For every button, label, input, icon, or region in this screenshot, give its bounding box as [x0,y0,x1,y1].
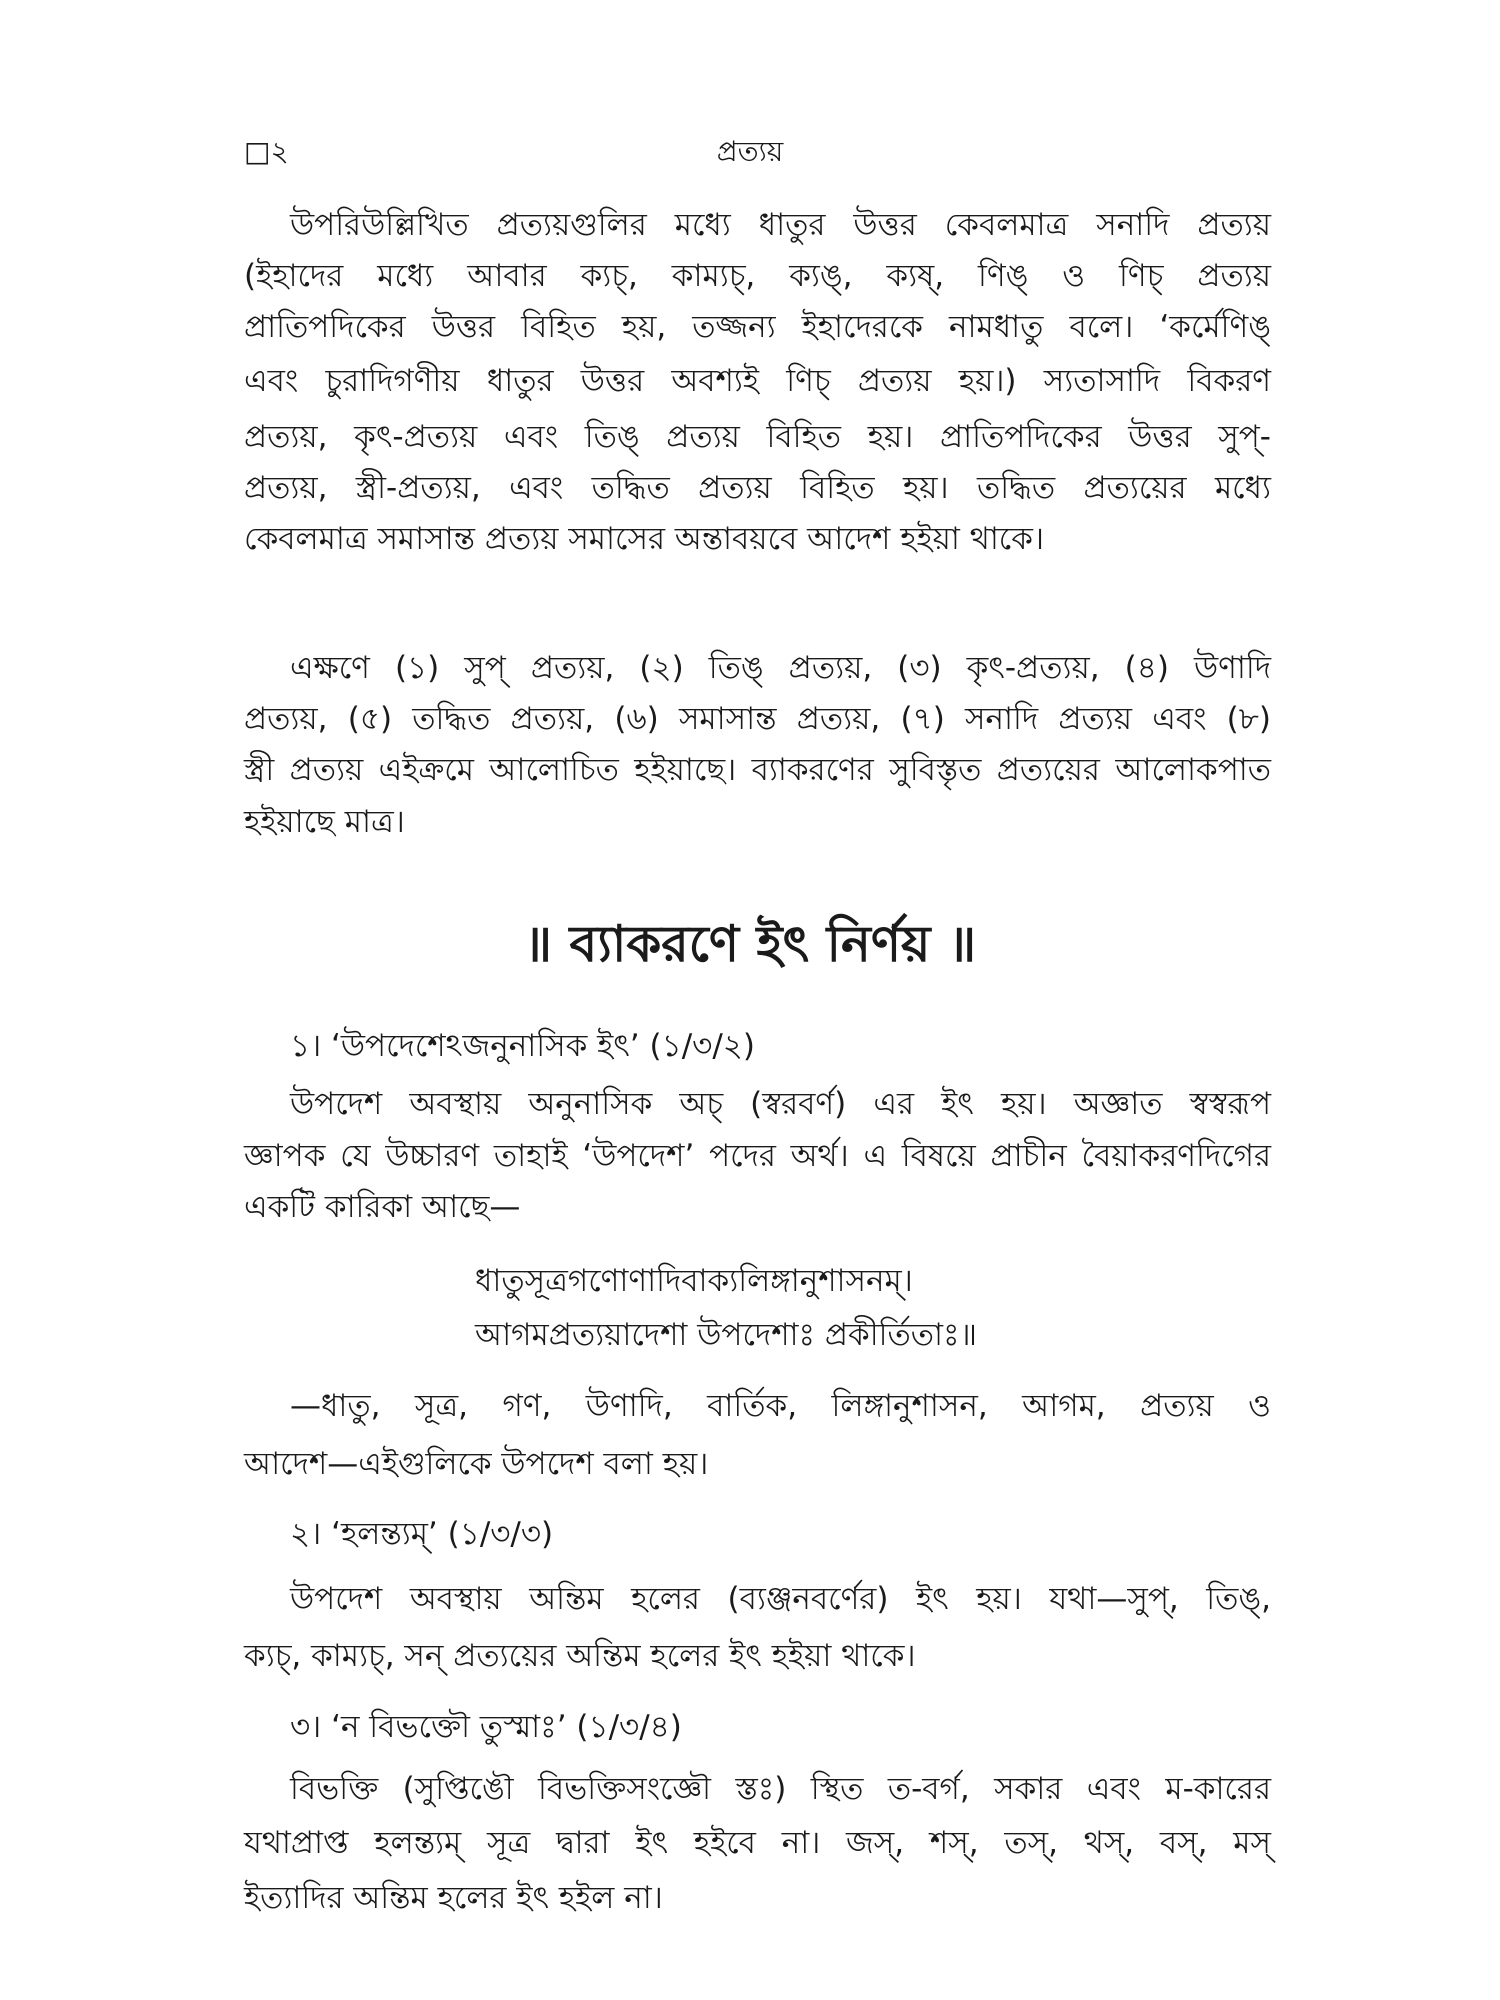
text-line: উপদেশ অবস্থায় অন্তিম হলের (ব্যঞ্জনবর্ণের) ইৎ হয়। যথা—সুপ্, তিঙ্, [290,1581,1271,1617]
text-line: ক্যচ্, কাম্যচ্, সন্ প্রত্যয়ের অন্তিম হলের ইৎ হইয়া থাকে। [244,1638,916,1674]
text-line: হইয়াছে মাত্র। [244,804,405,840]
text-line: আদেশ—এইগুলিকে উপদেশ বলা হয়। [244,1446,709,1482]
verse-line: আগমপ্রত্যয়াদেশা উপদেশাঃ প্রকীর্তিতাঃ॥ [475,1317,978,1353]
text-line: কেবলমাত্র সমাসান্ত প্রত্যয় সমাসের অন্তাবয়বে আদেশ হইয়া থাকে। [244,521,1045,557]
text-line: (ইহাদের মধ্যে আবার ক্যচ্, কাম্যচ্, ক্যঙ্, ক্যষ্, ণিঙ্ ও ণিচ্ প্রত্যয় [244,258,1271,294]
text-line: প্রাতিপদিকের উত্তর বিহিত হয়, তজ্জন্য ইহাদেরকে নামধাতু বলে। ‘কর্মেণিঙ্ [244,309,1271,345]
text-line: উপদেশ অবস্থায় অনুনাসিক অচ্ (স্বরবর্ণ) এর ইৎ হয়। অজ্ঞাত স্বস্বরূপ [290,1086,1271,1122]
rule-title: ৩। ‘ন বিভক্তৌ তুস্মাঃ’ (১/৩/৪) [290,1709,682,1745]
text-line: উপরিউল্লিখিত প্রত্যয়গুলির মধ্যে ধাতুর উত্তর কেবলমাত্র সনাদি প্রত্যয় [290,207,1271,243]
rule-title: ২। ‘হলন্ত্যম্’ (১/৩/৩) [290,1516,554,1552]
section-heading: ॥ ব্যাকরণে ইৎ নির্ণয় ॥ [523,915,977,973]
rule-title: ১। ‘উপদেশেঽজনুনাসিক ইৎ’ (১/৩/২) [290,1028,756,1064]
verse-line: ধাতুসূত্রগণোণাদিবাক্যলিঙ্গানুশাসনম্। [475,1263,913,1299]
text-line: প্রত্যয়, স্ত্রী-প্রত্যয়, এবং তদ্ধিত প্রত্যয় বিহিত হয়। তদ্ধিত প্রত্যয়ের মধ্যে [244,470,1271,506]
page-number: □২ [244,135,289,168]
text-line: এক্ষণে (১) সুপ্ প্রত্যয়, (২) তিঙ্ প্রত্যয়, (৩) কৃৎ-প্রত্যয়, (৪) উণাদি [290,650,1271,686]
text-line: একটি কারিকা আছে— [244,1189,521,1225]
text-line: ইত্যাদির অন্তিম হলের ইৎ হইল না। [244,1880,663,1916]
text-line: জ্ঞাপক যে উচ্চারণ তাহাই ‘উপদেশ’ পদের অর্থ। এ বিষয়ে প্রাচীন বৈয়াকরণদিগের [244,1138,1271,1174]
text-line: —ধাতু, সূত্র, গণ, উণাদি, বার্তিক, লিঙ্গানুশাসন, আগম, প্রত্যয় ও [290,1388,1271,1424]
text-line: বিভক্তি (সুপ্তিঙৌ বিভক্তিসংজ্ঞৌ স্তঃ) স্থিত ত-বর্গ, সকার এবং ম-কারের [290,1771,1271,1807]
text-line: প্রত্যয়, (৫) তদ্ধিত প্রত্যয়, (৬) সমাসান্ত প্রত্যয়, (৭) সনাদি প্রত্যয় এবং (৮) [244,701,1271,737]
text-line: প্রত্যয়, কৃৎ-প্রত্যয় এবং তিঙ্ প্রত্যয় বিহিত হয়। প্রাতিপদিকের উত্তর সুপ্- [244,419,1271,455]
text-line: এবং চুরাদিগণীয় ধাতুর উত্তর অবশ্যই ণিচ্ প্রত্যয় হয়।) স্যতাসাদি বিকরণ [244,363,1271,399]
running-title: প্রত্যয় [716,135,784,168]
text-line: যথাপ্রাপ্ত হলন্ত্যম্ সূত্র দ্বারা ইৎ হইবে না। জস্, শস্, তস্, থস্, বস্, মস্ [244,1825,1271,1861]
text-line: স্ত্রী প্রত্যয় এইক্রমে আলোচিত হইয়াছে। ব্যাকরণের সুবিস্তৃত প্রত্যয়ের আলোকপাত [244,752,1271,788]
